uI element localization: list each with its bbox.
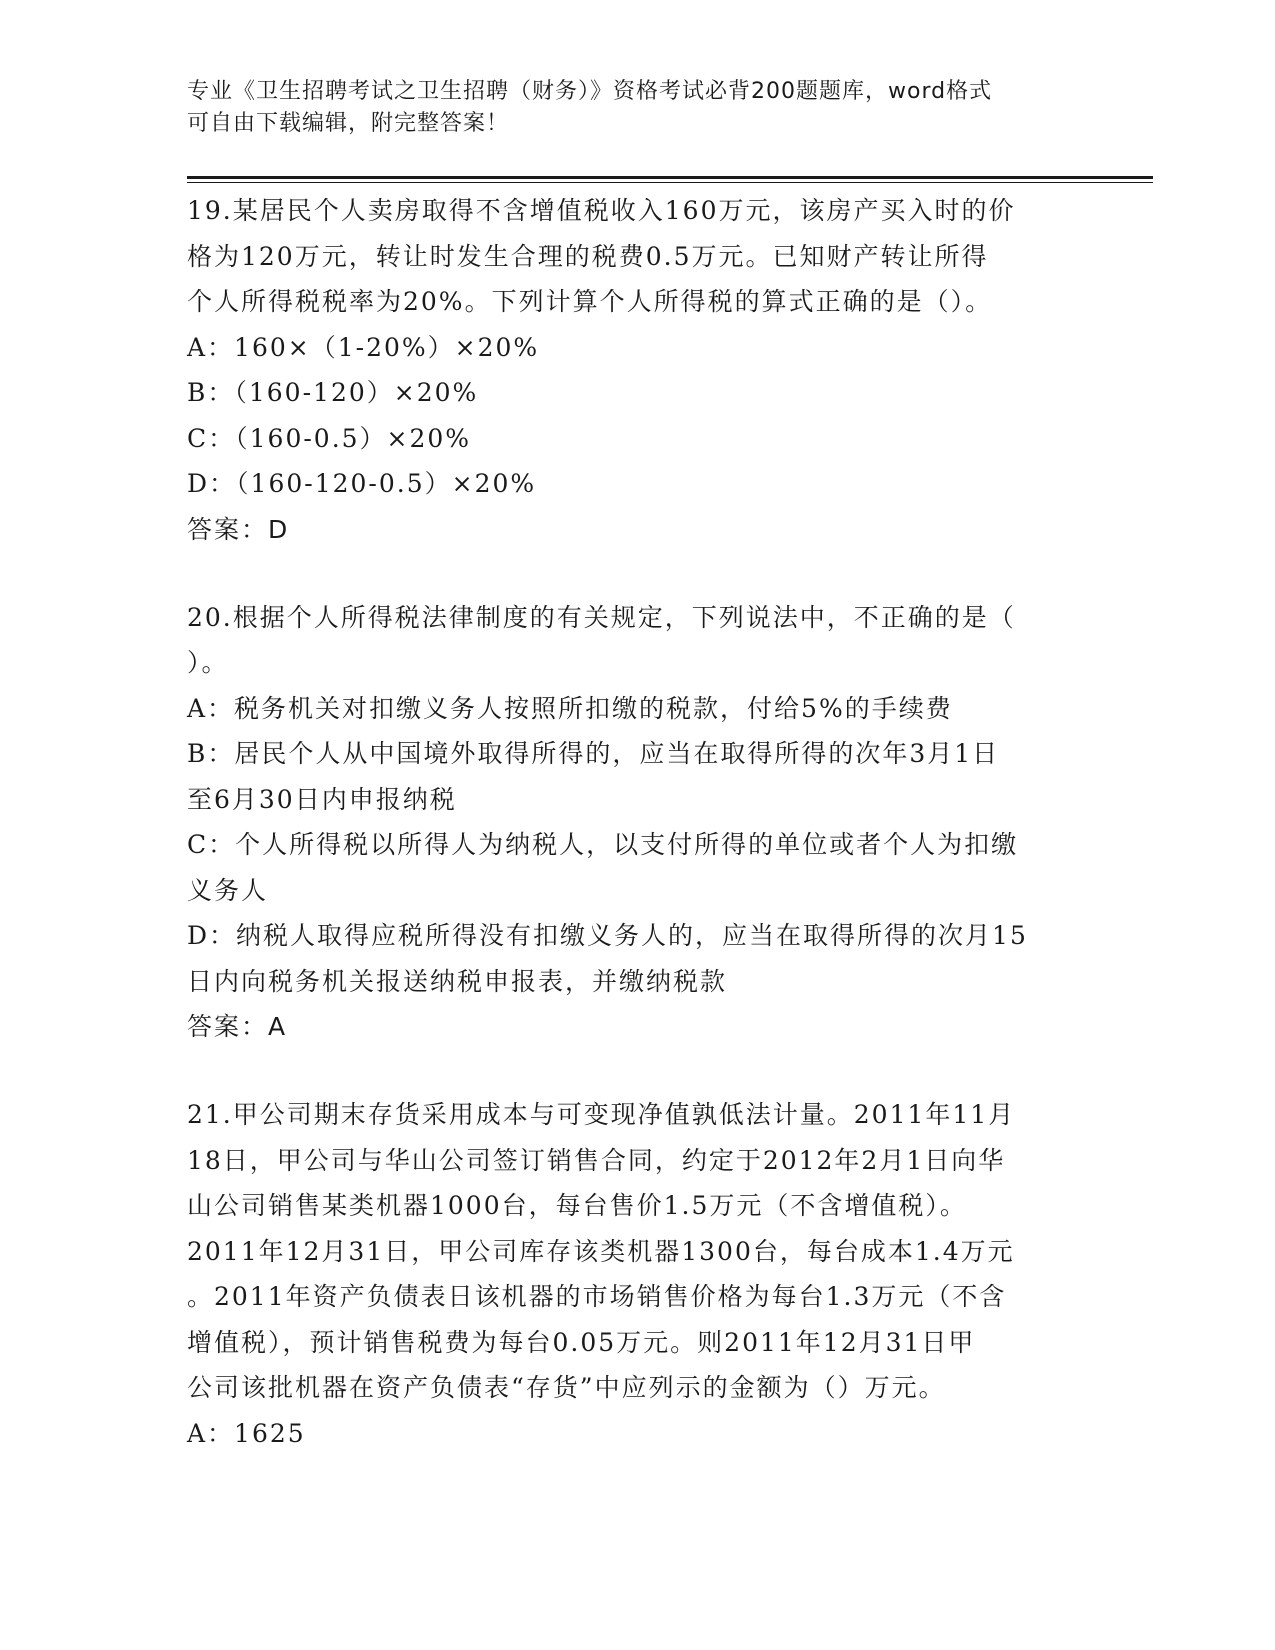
- answer-label: 答案：A: [187, 1012, 288, 1041]
- question-stem-line: 山公司销售某类机器1000台，每台售价1.5万元（不含增值税）。: [187, 1191, 967, 1220]
- question-20: [187, 595, 1107, 1051]
- question-stem-line: 格为120万元，转让时发生合理的税费0.5万元。已知财产转让所得: [187, 241, 989, 271]
- question-19: [187, 188, 1107, 553]
- question-stem-line: 20.根据个人所得税法律制度的有关规定，下列说法中，不正确的是（: [187, 602, 1016, 632]
- option-c-continued: 义务人: [187, 875, 269, 905]
- header-divider-thick: [187, 176, 1153, 179]
- option-b: B：（160-120）×20%: [187, 378, 479, 407]
- option-d: D：（160-120-0.5）×20%: [187, 469, 537, 498]
- question-stem-line: 21.甲公司期末存货采用成本与可变现净值孰低法计量。2011年11月: [187, 1100, 1016, 1129]
- header-line: 专业《卫生招聘考试之卫生招聘（财务）》资格考试必背200题题库，word格式: [187, 79, 993, 104]
- question-stem-line: 个人所得税税率为20%。下列计算个人所得税的算式正确的是（）。: [187, 287, 993, 316]
- question-stem-line: ）。: [187, 648, 229, 677]
- option-c: C：（160-0.5）×20%: [187, 423, 472, 453]
- option-b: B：居民个人从中国境外取得所得的，应当在取得所得的次年3月1日: [187, 739, 1000, 768]
- question-stem-line: 2011年12月31日，甲公司库存该类机器1300台，每台成本1.4万元: [187, 1236, 1015, 1266]
- option-d-continued: 日内向税务机关报送纳税申报表，并缴纳税款: [187, 966, 728, 996]
- option-a: A：160×（1-20%）×20%: [187, 332, 540, 362]
- header-divider-thin: [187, 182, 1153, 183]
- header-line: 可自由下载编辑，附完整答案！: [187, 111, 510, 136]
- question-stem-line: 。2011年资产负债表日该机器的市场销售价格为每台1.3万元（不含: [187, 1282, 1007, 1311]
- question-stem-line: 19.某居民个人卖房取得不含增值税收入160万元，该房产买入时的价: [187, 196, 1016, 225]
- question-stem-line: 18日，甲公司与华山公司签订销售合同，约定于2012年2月1日向华: [187, 1145, 1006, 1175]
- option-a: A：税务机关对扣缴义务人按照所扣缴的税款，付给5%的手续费: [187, 693, 953, 723]
- answer-label: 答案：D: [187, 514, 290, 544]
- question-21: [187, 1092, 1107, 1456]
- question-stem-line: 公司该批机器在资产负债表“存货”中应列示的金额为（）万元。: [187, 1373, 946, 1402]
- document-header: [187, 76, 1087, 140]
- question-stem-line: 增值税），预计销售税费为每台0.05万元。则2011年12月31日甲: [187, 1327, 976, 1357]
- option-b-continued: 至6月30日内申报纳税: [187, 784, 457, 814]
- option-a: A：1625: [187, 1418, 306, 1448]
- option-c: C：个人所得税以所得人为纳税人，以支付所得的单位或者个人为扣缴: [187, 830, 1019, 859]
- option-d: D：纳税人取得应税所得没有扣缴义务人的，应当在取得所得的次月15: [187, 921, 1028, 950]
- question-list: [187, 188, 1107, 1456]
